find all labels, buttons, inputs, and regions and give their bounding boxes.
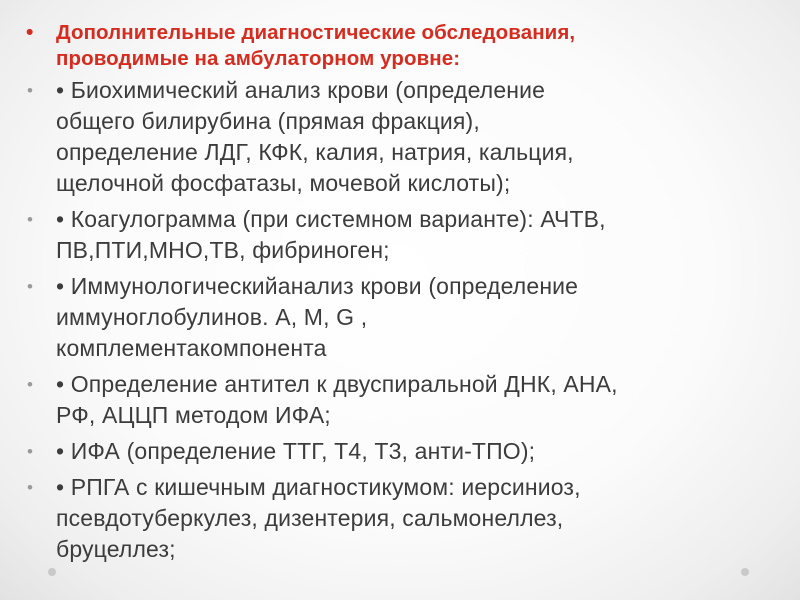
list-item-line: • РПГА с кишечным диагностикумом: иерсиниоз, [56, 474, 581, 500]
list-item-line: • ИФА (определение ТТГ, Т4, Т3, анти-ТПО); [56, 438, 536, 464]
list-bullet: • [27, 375, 33, 394]
list-item-text [56, 369, 618, 431]
slide-heading [56, 20, 575, 71]
list-item-line: • Определение антител к двуспиральной ДНК, АНА, [56, 371, 618, 397]
list-item-text [56, 75, 574, 199]
list-item-text [56, 204, 606, 266]
list-item-biochemistry [22, 75, 782, 199]
heading-line-1: Дополнительные диагностические обследования, [56, 21, 576, 44]
list-item-line: иммуноглобулинов. А, М, G , [56, 304, 368, 330]
list-item-rpga [22, 472, 782, 565]
list-item-line: РФ, АЦЦП методом ИФА; [56, 402, 331, 428]
list-item-coagulogram [22, 204, 782, 266]
list-bullet: • [27, 210, 33, 229]
list-item-line: • Иммунологическийанализ крови (определение [56, 273, 579, 299]
list-item-line: ПВ,ПТИ,МНО,ТВ, фибриноген; [56, 237, 390, 263]
heading-row [22, 20, 782, 71]
list-item-immunology [22, 271, 782, 364]
nav-dot-left [48, 568, 56, 576]
list-item-line: псевдотуберкулез, дизентерия, сальмонеллез, [56, 505, 564, 531]
list-item-line: комплементакомпонента [56, 335, 327, 361]
list-bullet: • [27, 442, 33, 461]
list-item-text [56, 271, 578, 364]
list-item-text [56, 436, 535, 467]
list-bullet: • [27, 478, 33, 497]
list-bullet: • [27, 81, 33, 100]
list-item-line: общего билирубина (прямая фракция), [56, 108, 480, 134]
nav-dot-right [741, 568, 749, 576]
list-item-antibodies [22, 369, 782, 431]
list-item-elisa [22, 436, 782, 467]
heading-bullet: • [26, 21, 34, 44]
list-item-line: бруцеллез; [56, 536, 176, 562]
heading-line-2: проводимые на амбулаторном уровне: [56, 46, 461, 70]
list-bullet: • [27, 277, 33, 296]
list-item-line: • Биохимический анализ крови (определение [56, 77, 546, 103]
list-item-line: щелочной фосфатазы, мочевой кислоты); [56, 170, 511, 196]
slide-content [22, 20, 782, 570]
list-item-line: • Коагулограмма (при системном варианте): АЧТВ, [56, 206, 606, 232]
list-item-line: определение ЛДГ, КФК, калия, натрия, кальция, [56, 139, 574, 165]
list-item-text [56, 472, 581, 565]
